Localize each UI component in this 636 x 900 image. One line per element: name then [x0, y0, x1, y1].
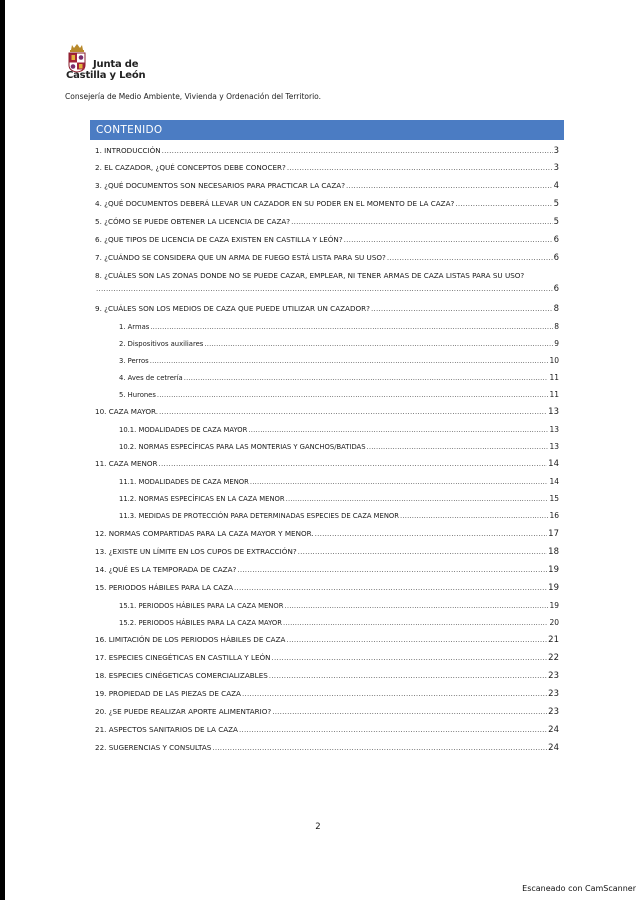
consejeria-text: Consejería de Medio Ambiente, Vivienda y Ordenación del Territorio.	[65, 92, 322, 101]
toc-entry-20[interactable]: 20. ¿SE PUEDE REALIZAR APORTE ALIMENTARIO? ..... 23	[95, 707, 559, 717]
toc-entry-9-5[interactable]: 5. Hurones ..... 11	[119, 390, 559, 399]
toc-entry-18[interactable]: 18. ESPECIES CINÉGETICAS COMERCIALIZABLES ..... 23	[95, 671, 559, 681]
toc-entry-8[interactable]: 8. ¿CUÁLES SON LAS ZONAS DONDE NO SE PUEDE CAZAR, EMPLEAR, NI TENER ARMAS DE CAZA LISTAS PARA SU USO? ..... 6	[95, 271, 559, 294]
toc-entry-10-2[interactable]: 10.2. NORMAS ESPECÍFICAS PARA LAS MONTERIAS Y GANCHOS/BATIDAS ..... 13	[119, 442, 559, 451]
toc-entry-15-1[interactable]: 15.1. PERIODOS HÁBILES PARA LA CAZA MENOR ..... 19	[119, 601, 559, 610]
toc-entry-9[interactable]: 9. ¿CUÁLES SON LOS MEDIOS DE CAZA QUE PUEDE UTILIZAR UN CAZADOR? ..... 8	[95, 304, 559, 314]
scan-edge	[0, 0, 5, 900]
toc-entry-9-3[interactable]: 3. Perros ..... 10	[119, 356, 559, 365]
logo-line-2: Castilla y León	[66, 70, 146, 81]
toc-entry-4[interactable]: 4. ¿QUÉ DOCUMENTOS DEBERÁ LLEVAR UN CAZADOR EN SU PODER EN EL MOMENTO DE LA CAZA? ..... 5	[95, 199, 559, 209]
toc-entry-1[interactable]: 1. INTRODUCCIÓN ..... 3	[95, 146, 559, 156]
toc-entry-6[interactable]: 6. ¿QUE TIPOS DE LICENCIA DE CAZA EXISTEN EN CASTILLA Y LEÓN? ..... 6	[95, 235, 559, 245]
toc-entry-19[interactable]: 19. PROPIEDAD DE LAS PIEZAS DE CAZA ..... 23	[95, 689, 559, 699]
toc-entry-9-2[interactable]: 2. Dispositivos auxiliares ..... 9	[119, 339, 559, 348]
toc-entry-22[interactable]: 22. SUGERENCIAS Y CONSULTAS ..... 24	[95, 743, 559, 753]
toc-entry-15[interactable]: 15. PERIODOS HÁBILES PARA LA CAZA ..... 19	[95, 583, 559, 593]
toc-entry-15-2[interactable]: 15.2. PERIODOS HÁBILES PARA LA CAZA MAYOR ..... 20	[119, 618, 559, 627]
scanner-watermark: Escaneado con CamScanner	[522, 884, 636, 893]
page-number: 2	[315, 822, 321, 832]
toc-entry-7[interactable]: 7. ¿CUÁNDO SE CONSIDERA QUE UN ARMA DE FUEGO ESTÁ LISTA PARA SU USO? ..... 6	[95, 253, 559, 263]
logo-line-1: Junta de	[93, 59, 139, 70]
toc-entry-11-1[interactable]: 11.1. MODALIDADES DE CAZA MENOR ..... 14	[119, 477, 559, 486]
toc-entry-3[interactable]: 3. ¿QUÉ DOCUMENTOS SON NECESARIOS PARA PRACTICAR LA CAZA? ..... 4	[95, 181, 559, 191]
toc-entry-21[interactable]: 21. ASPECTOS SANITARIOS DE LA CAZA ..... 24	[95, 725, 559, 735]
coat-of-arms-icon	[66, 43, 88, 73]
toc-entry-16[interactable]: 16. LIMITACIÓN DE LOS PERIODOS HÁBILES DE CAZA ..... 21	[95, 635, 559, 645]
toc-entry-2[interactable]: 2. EL CAZADOR, ¿QUÉ CONCEPTOS DEBE CONOCER? ..... 3	[95, 163, 559, 173]
toc-entry-10-1[interactable]: 10.1. MODALIDADES DE CAZA MAYOR ..... 13	[119, 425, 559, 434]
toc-entry-11[interactable]: 11. CAZA MENOR ..... 14	[95, 459, 559, 469]
toc-entry-5[interactable]: 5. ¿CÓMO SE PUEDE OBTENER LA LICENCIA DE CAZA? ..... 5	[95, 217, 559, 227]
toc-entry-11-3[interactable]: 11.3. MEDIDAS DE PROTECCIÓN PARA DETERMINADAS ESPECIES DE CAZA MENOR ..... 16	[119, 511, 559, 520]
toc-entry-9-1[interactable]: 1. Armas ..... 8	[119, 322, 559, 331]
toc-entry-13[interactable]: 13. ¿EXISTE UN LÍMITE EN LOS CUPOS DE EXTRACCIÓN? ..... 18	[95, 547, 559, 557]
junta-logo	[66, 43, 146, 81]
toc-entry-14[interactable]: 14. ¿QUÉ ES LA TEMPORADA DE CAZA? ..... 19	[95, 565, 559, 575]
toc-entry-17[interactable]: 17. ESPECIES CINEGÉTICAS EN CASTILLA Y LEÓN ..... 22	[95, 653, 559, 663]
toc-entry-12[interactable]: 12. NORMAS COMPARTIDAS PARA LA CAZA MAYOR Y MENOR. ..... 17	[95, 529, 559, 539]
toc-entry-10[interactable]: 10. CAZA MAYOR. ..... 13	[95, 407, 559, 417]
toc-title: CONTENIDO	[90, 120, 564, 140]
toc-entry-9-4[interactable]: 4. Aves de cetrería ..... 11	[119, 373, 559, 382]
toc-entry-11-2[interactable]: 11.2. NORMAS ESPECÍFICAS EN LA CAZA MENOR ..... 15	[119, 494, 559, 503]
